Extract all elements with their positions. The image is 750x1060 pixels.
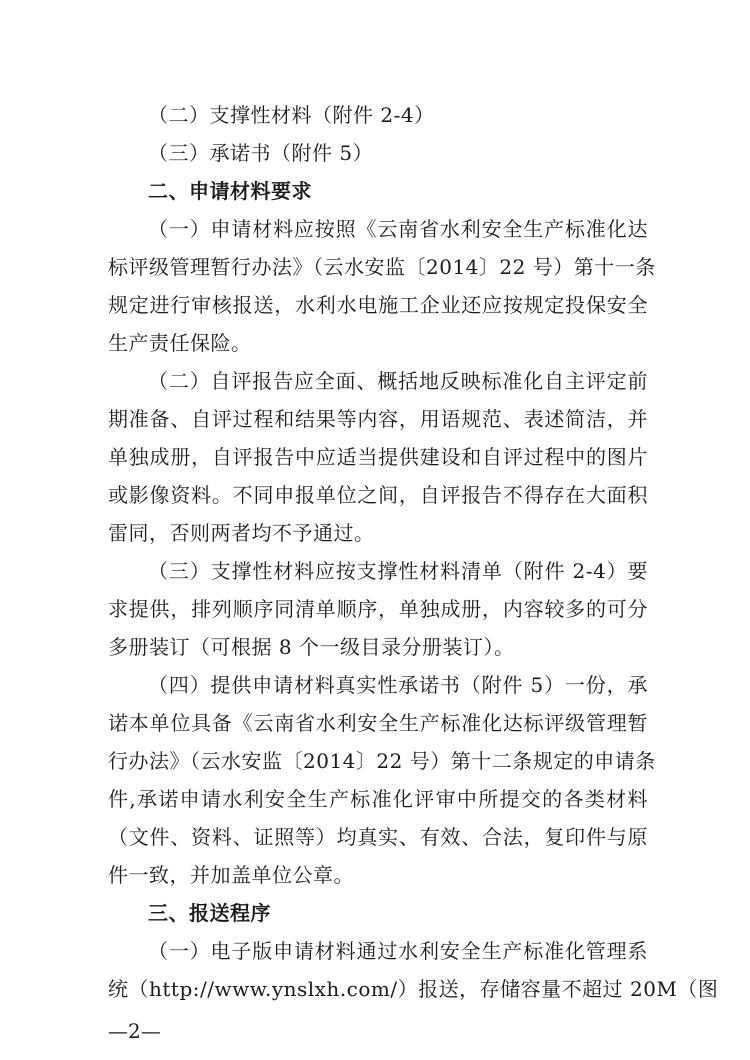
- paragraph-line: （一）电子版申请材料通过水利安全生产标准化管理系: [148, 939, 648, 963]
- paragraph-line: 统（http://www.ynslxh.com/）报送，存储容量不超过 20M（图: [108, 977, 719, 1001]
- paragraph-line: （一）申请材料应按照《云南省水利安全生产标准化达: [148, 217, 648, 241]
- paragraph-line: 标评级管理暂行办法》（云水安监〔2014〕22 号）第十一条: [108, 255, 656, 279]
- paragraph-line: 诺本单位具备《云南省水利安全生产标准化达标评级管理暂: [108, 711, 648, 735]
- paragraph-line: （文件、资料、证照等）均真实、有效、合法，复印件与原: [108, 825, 648, 849]
- section-heading: 三、报送程序: [148, 901, 271, 925]
- section-heading: 二、申请材料要求: [148, 179, 312, 203]
- paragraph-line: （四）提供申请材料真实性承诺书（附件 5）一份，承: [148, 673, 648, 697]
- paragraph-line: 雷同，否则两者均不予通过。: [108, 521, 375, 545]
- paragraph-line: 行办法》（云水安监〔2014〕22 号）第十二条规定的申请条: [108, 749, 656, 773]
- paragraph-line: （二）支撑性材料（附件 2-4）: [148, 103, 435, 127]
- paragraph-line: 或影像资料。不同申报单位之间，自评报告不得存在大面积: [108, 483, 648, 507]
- paragraph-line: 求提供，排列顺序同清单顺序，单独成册，内容较多的可分: [108, 597, 648, 621]
- paragraph-line: 件一致，并加盖单位公章。: [108, 863, 354, 887]
- paragraph-line: 件,承诺申请水利安全生产标准化评审中所提交的各类材料: [108, 787, 648, 811]
- paragraph-line: 期准备、自评过程和结果等内容，用语规范、表述简洁，并: [108, 407, 648, 431]
- paragraph-line: （三）支撑性材料应按支撑性材料清单（附件 2-4）要: [148, 559, 648, 583]
- paragraph-line: 单独成册，自评报告中应适当提供建设和自评过程中的图片: [108, 445, 648, 469]
- page-number: —2—: [108, 1019, 161, 1043]
- paragraph-line: （三）承诺书（附件 5）: [148, 141, 374, 165]
- paragraph-line: 多册装订（可根据 8 个一级目录分册装订）。: [108, 635, 515, 659]
- paragraph-line: 规定进行审核报送，水利水电施工企业还应按规定投保安全: [108, 293, 648, 317]
- paragraph-line: 生产责任保险。: [108, 331, 252, 355]
- paragraph-line: （二）自评报告应全面、概括地反映标准化自主评定前: [148, 369, 648, 393]
